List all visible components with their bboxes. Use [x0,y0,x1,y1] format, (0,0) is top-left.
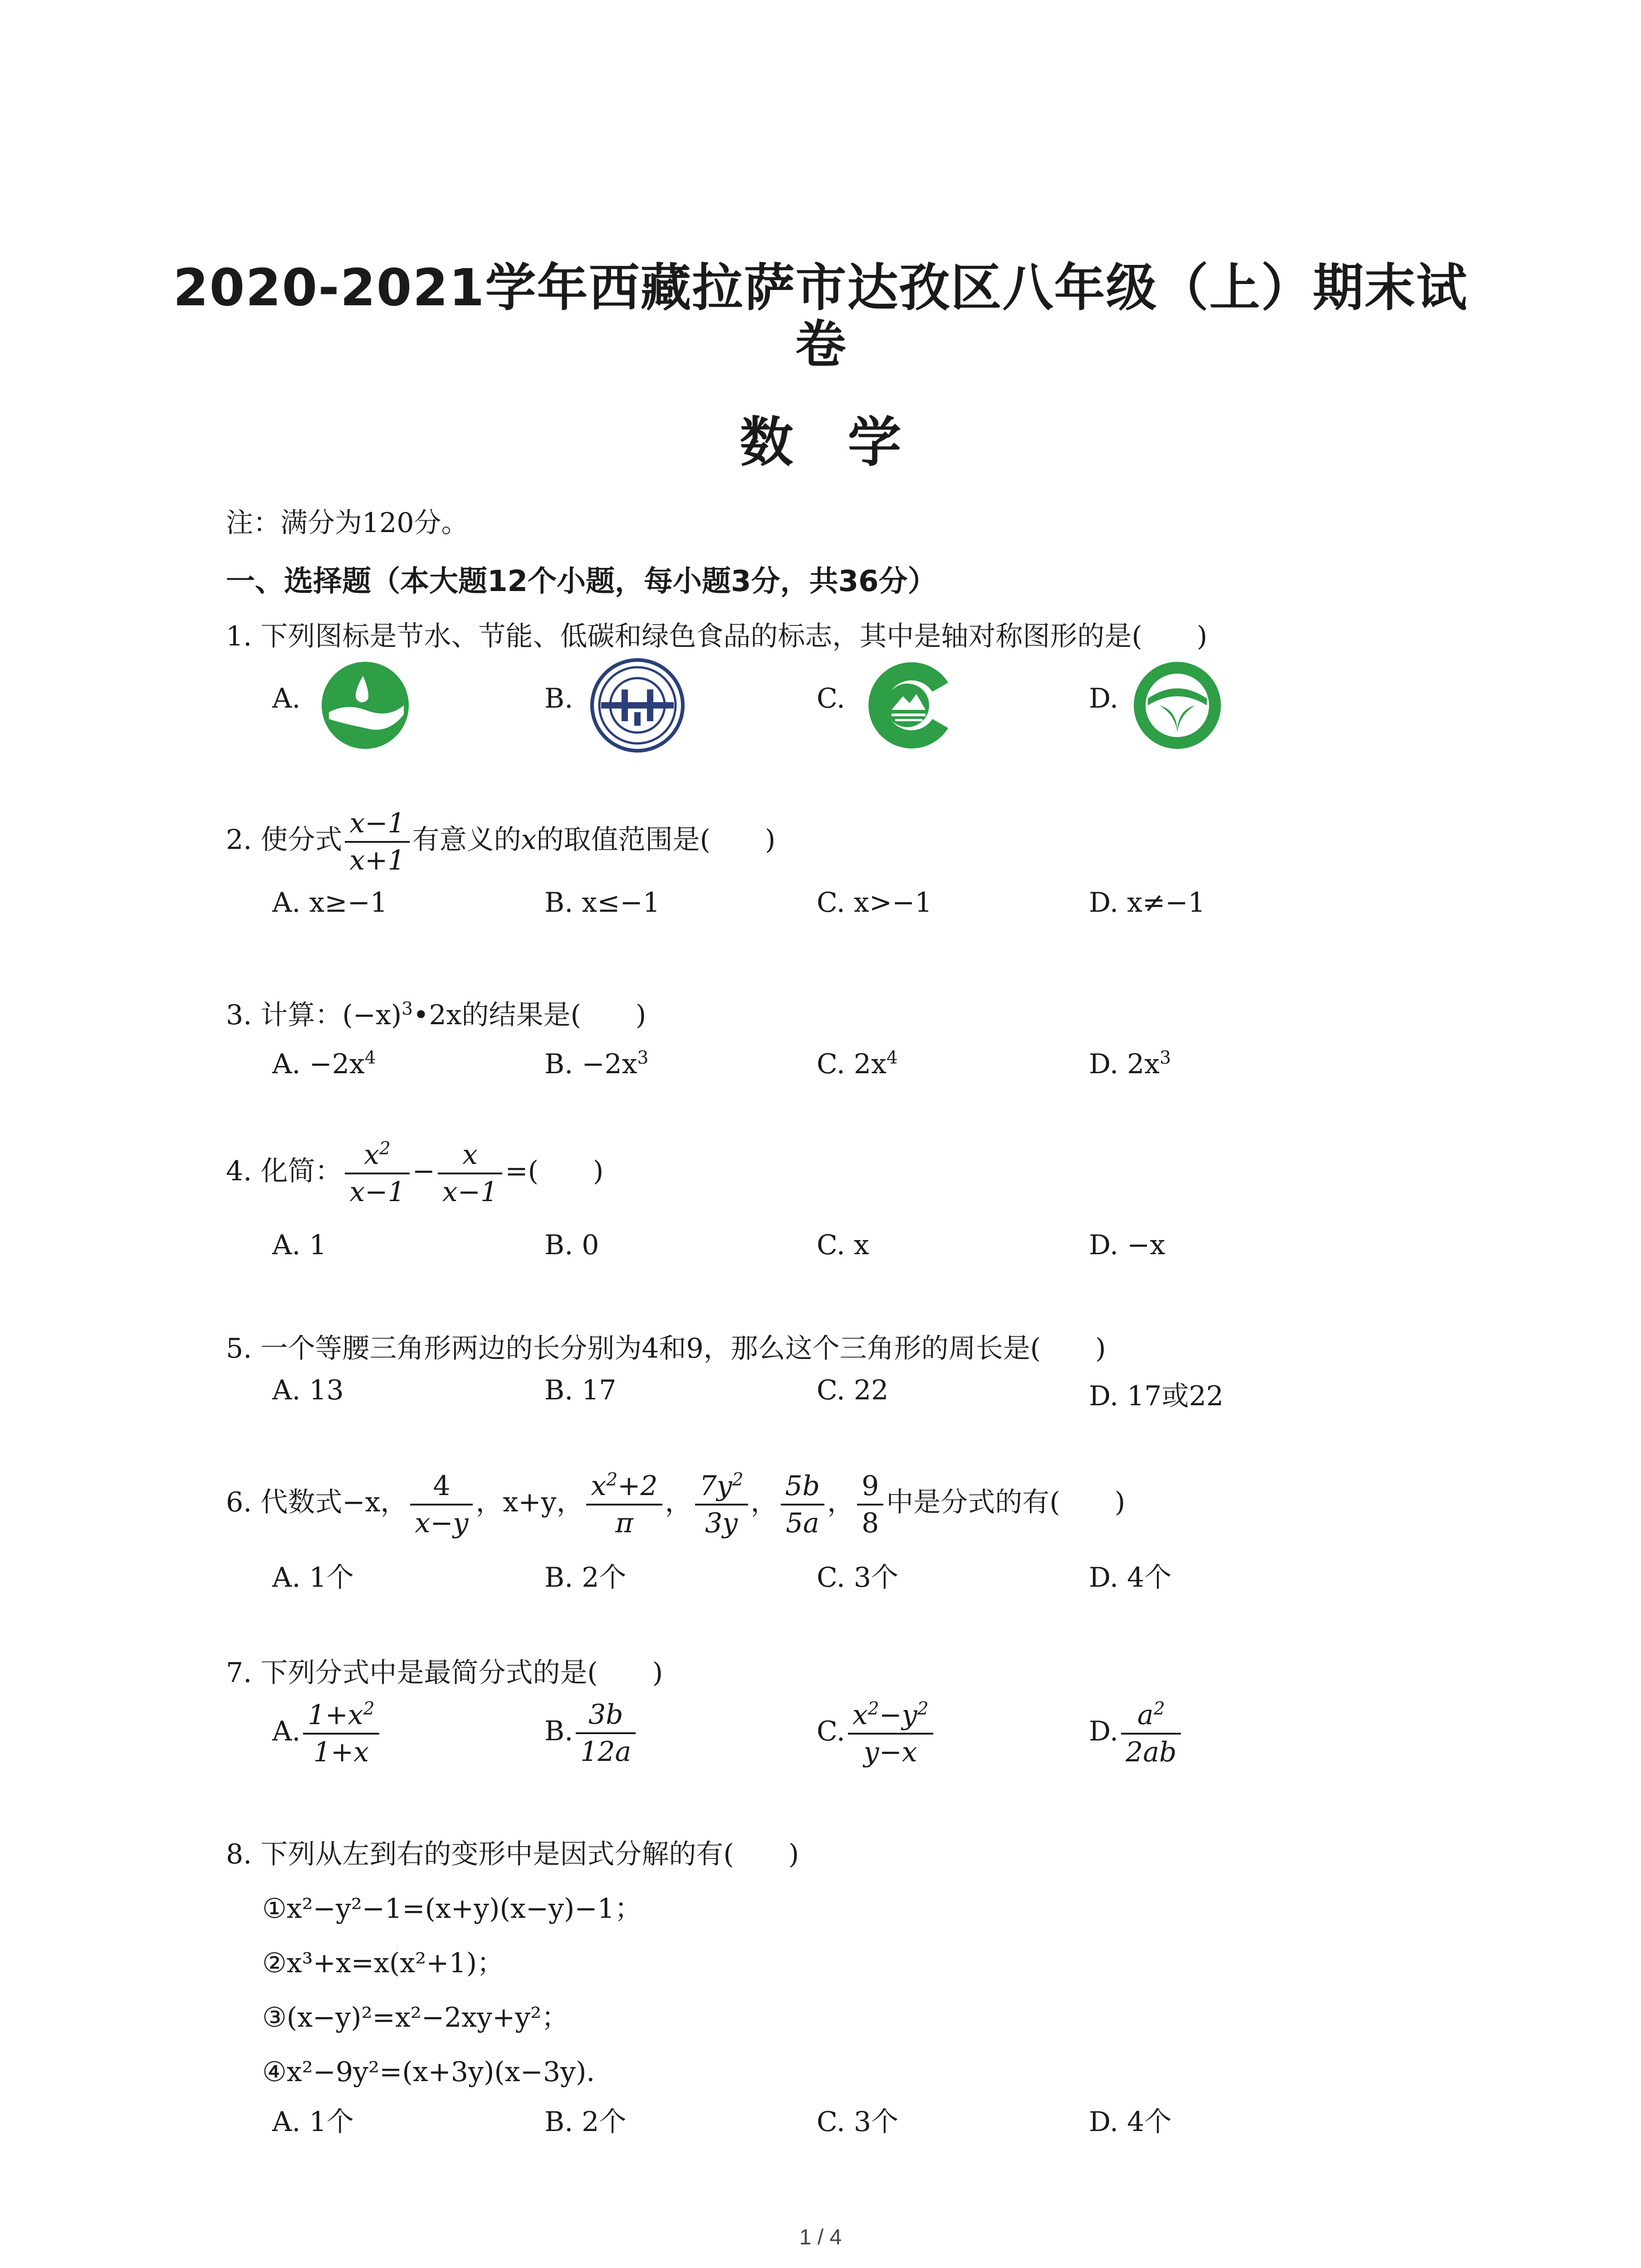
q3-option-c [817,1048,898,1080]
q6-sep-2: ， [665,1486,692,1519]
q2-prefix: 2. 使分式 [226,824,343,856]
q6-fraction-1 [410,1470,473,1539]
q4-operator: − [412,1155,435,1188]
section-heading: 一、选择题（本大题12个小题，每小题3分，共36分） [226,565,937,598]
q7-option-c [817,1699,936,1768]
q3-d-exp: 3 [1160,1048,1171,1068]
q6-option-c: C. 3个 [817,1562,899,1593]
q2-fraction [345,807,409,876]
q1-option-a: A. [272,683,301,714]
q7-d-num [1121,1699,1181,1735]
q4-fraction-1 [345,1139,409,1208]
q6-f1-num: 4 [410,1470,473,1505]
q6-option-d: D. 4个 [1089,1562,1172,1593]
page-number: 1 / 4 [799,2225,842,2249]
q7-option-a [272,1699,382,1768]
q2-mid: 有意义的 [412,824,521,856]
energy-saving-icon [590,658,685,753]
q1-option-d: D. [1089,683,1119,714]
q6-f5-num: 9 [857,1470,883,1505]
q2-denominator: x+1 [349,845,405,876]
q5-option-b: B. 17 [544,1374,617,1406]
q3-exponent: 3 [402,999,413,1019]
score-note: 注：满分为120分。 [226,507,469,539]
q4-suffix: =( ) [505,1155,604,1188]
q4-prefix: 4. 化简： [226,1155,343,1188]
green-food-icon [1132,660,1223,751]
q6-fraction-4 [781,1470,825,1539]
q3-option-b [544,1048,648,1080]
q2-option-b: B. x≤−1 [544,887,660,919]
question-6 [226,1470,1125,1539]
q3-c-exp: 4 [886,1048,898,1068]
q7-a-base: 1+x [308,1699,363,1731]
q3-prefix: 3. 计算：(−x) [226,999,402,1031]
q7-option-b [544,1699,638,1768]
q6-f2-rest: +2 [617,1470,658,1502]
question-4 [226,1139,603,1208]
q6-prefix: 6. 代数式−x， [226,1486,408,1519]
q8-item-3: ③(x−y)²=x²−2xy+y²； [262,2002,569,2033]
q8-option-a: A. 1个 [272,2106,354,2138]
q6-f3-num [695,1470,748,1505]
q4-f1-exp: 2 [379,1139,391,1159]
q8-option-b: B. 2个 [544,2106,627,2138]
q6-f3-exp: 2 [732,1470,744,1490]
q6-sep-4: ， [827,1486,855,1519]
q3-option-d [1089,1048,1171,1080]
q5-option-a: A. 13 [272,1374,344,1406]
q3-c-text: C. 2x [817,1048,887,1080]
q7-a-exp: 2 [363,1699,375,1719]
q4-f1-base: x [364,1139,379,1171]
q2-var: x [521,824,537,856]
q7-a-num [303,1699,379,1735]
q6-f4-num: 5b [781,1470,825,1505]
q3-a-exp: 4 [364,1048,376,1068]
q6-suffix: 中是分式的有( ) [886,1486,1126,1519]
q5-option-c: C. 22 [817,1374,889,1406]
question-5: 5. 一个等腰三角形两边的长分别为4和9，那么这个三角形的周长是( ) [226,1333,1106,1364]
q7-c-base1: x [852,1699,868,1731]
q6-fraction-2 [586,1470,662,1539]
q7-c-base2: −y [879,1699,917,1731]
q6-f2-base: x [591,1470,607,1502]
q6-f5-den: 8 [862,1507,879,1539]
q6-f3-base: 7y [699,1470,732,1502]
q4-option-d: D. −x [1089,1229,1166,1261]
q8-item-4: ④x²−9y²=(x+3y)(x−3y)． [262,2056,614,2088]
q3-option-a [272,1048,376,1080]
q7-c-exp1: 2 [867,1699,879,1719]
q5-option-d: D. 17或22 [1089,1380,1224,1412]
q7-b-den: 12a [580,1736,632,1768]
subject-title: 数学 [740,411,956,474]
q7-c-fraction [848,1699,933,1768]
q4-f2-num: x [438,1139,502,1174]
question-3 [226,993,646,1032]
q6-option-b: B. 2个 [544,1562,627,1593]
q2-suffix: 的取值范围是( ) [536,824,776,856]
q7-a-fraction [303,1699,379,1768]
q3-a-text: A. −2x [272,1048,365,1080]
q7-c-num [848,1699,933,1735]
q7-d-label: D. [1089,1716,1119,1748]
q4-f1-num [345,1139,409,1174]
q4-f1-den: x−1 [349,1176,405,1208]
q3-b-text: B. −2x [544,1048,637,1080]
question-2 [226,807,775,876]
question-1: 1. 下列图标是节水、节能、低碳和绿色食品的标志，其中是轴对称图形的是( ) [226,621,1208,652]
q2-option-c: C. x>−1 [817,887,932,919]
water-saving-icon [320,660,411,751]
q6-sep-1: ，x+y， [475,1486,584,1519]
exam-title-line1: 2020-2021学年西藏拉萨市达孜区八年级（上）期末试 [173,259,1468,318]
q1-option-b: B. [544,683,573,714]
q2-option-d: D. x≠−1 [1089,887,1205,919]
q7-d-exp: 2 [1153,1699,1165,1719]
q7-b-label: B. [544,1715,573,1747]
q7-d-fraction [1121,1699,1181,1768]
q8-option-c: C. 3个 [817,2106,899,2138]
q6-f2-num [586,1470,662,1505]
q6-f4-den: 5a [785,1507,819,1539]
q2-numerator: x−1 [345,807,409,843]
low-carbon-icon [864,660,955,751]
q8-item-2: ②x³+x=x(x²+1)； [262,1947,505,1979]
q6-f2-den: π [615,1507,633,1539]
q2-option-a: A. x≥−1 [272,887,388,919]
exam-title-line2: 卷 [795,315,846,374]
q7-c-den: y−x [863,1736,917,1768]
q1-option-c: C. [817,683,845,714]
q6-f2-exp: 2 [606,1470,618,1490]
q7-d-base: a [1137,1699,1154,1731]
q7-c-label: C. [817,1716,845,1748]
q8-option-d: D. 4个 [1089,2106,1172,2138]
q6-sep-3: ， [750,1486,778,1519]
q7-option-d [1089,1699,1184,1768]
q6-option-a: A. 1个 [272,1562,354,1593]
q7-b-fraction [576,1699,636,1768]
q3-d-text: D. 2x [1089,1048,1160,1080]
q6-fraction-5 [857,1470,883,1539]
q7-d-den: 2ab [1126,1736,1177,1768]
q7-b-num: 3b [576,1699,636,1734]
q3-b-exp: 3 [637,1048,649,1068]
q6-f1-den: x−y [415,1507,469,1539]
q3-suffix: •2x的结果是( ) [413,999,647,1031]
q7-a-label: A. [272,1716,301,1748]
q6-f3-den: 3y [705,1507,738,1539]
q4-option-c: C. x [817,1229,869,1261]
q4-option-a: A. 1 [272,1229,327,1261]
q7-c-exp2: 2 [917,1699,929,1719]
q4-f2-den: x−1 [442,1176,498,1208]
q6-fraction-3 [695,1470,748,1539]
question-8: 8. 下列从左到右的变形中是因式分解的有( ) [226,1838,799,1870]
q4-fraction-2 [438,1139,502,1208]
q4-option-b: B. 0 [544,1229,599,1261]
q7-a-den: 1+x [313,1736,369,1768]
q8-item-1: ①x²−y²−1=(x+y)(x−y)−1； [262,1893,642,1925]
question-7: 7. 下列分式中是最简分式的是( ) [226,1657,663,1689]
